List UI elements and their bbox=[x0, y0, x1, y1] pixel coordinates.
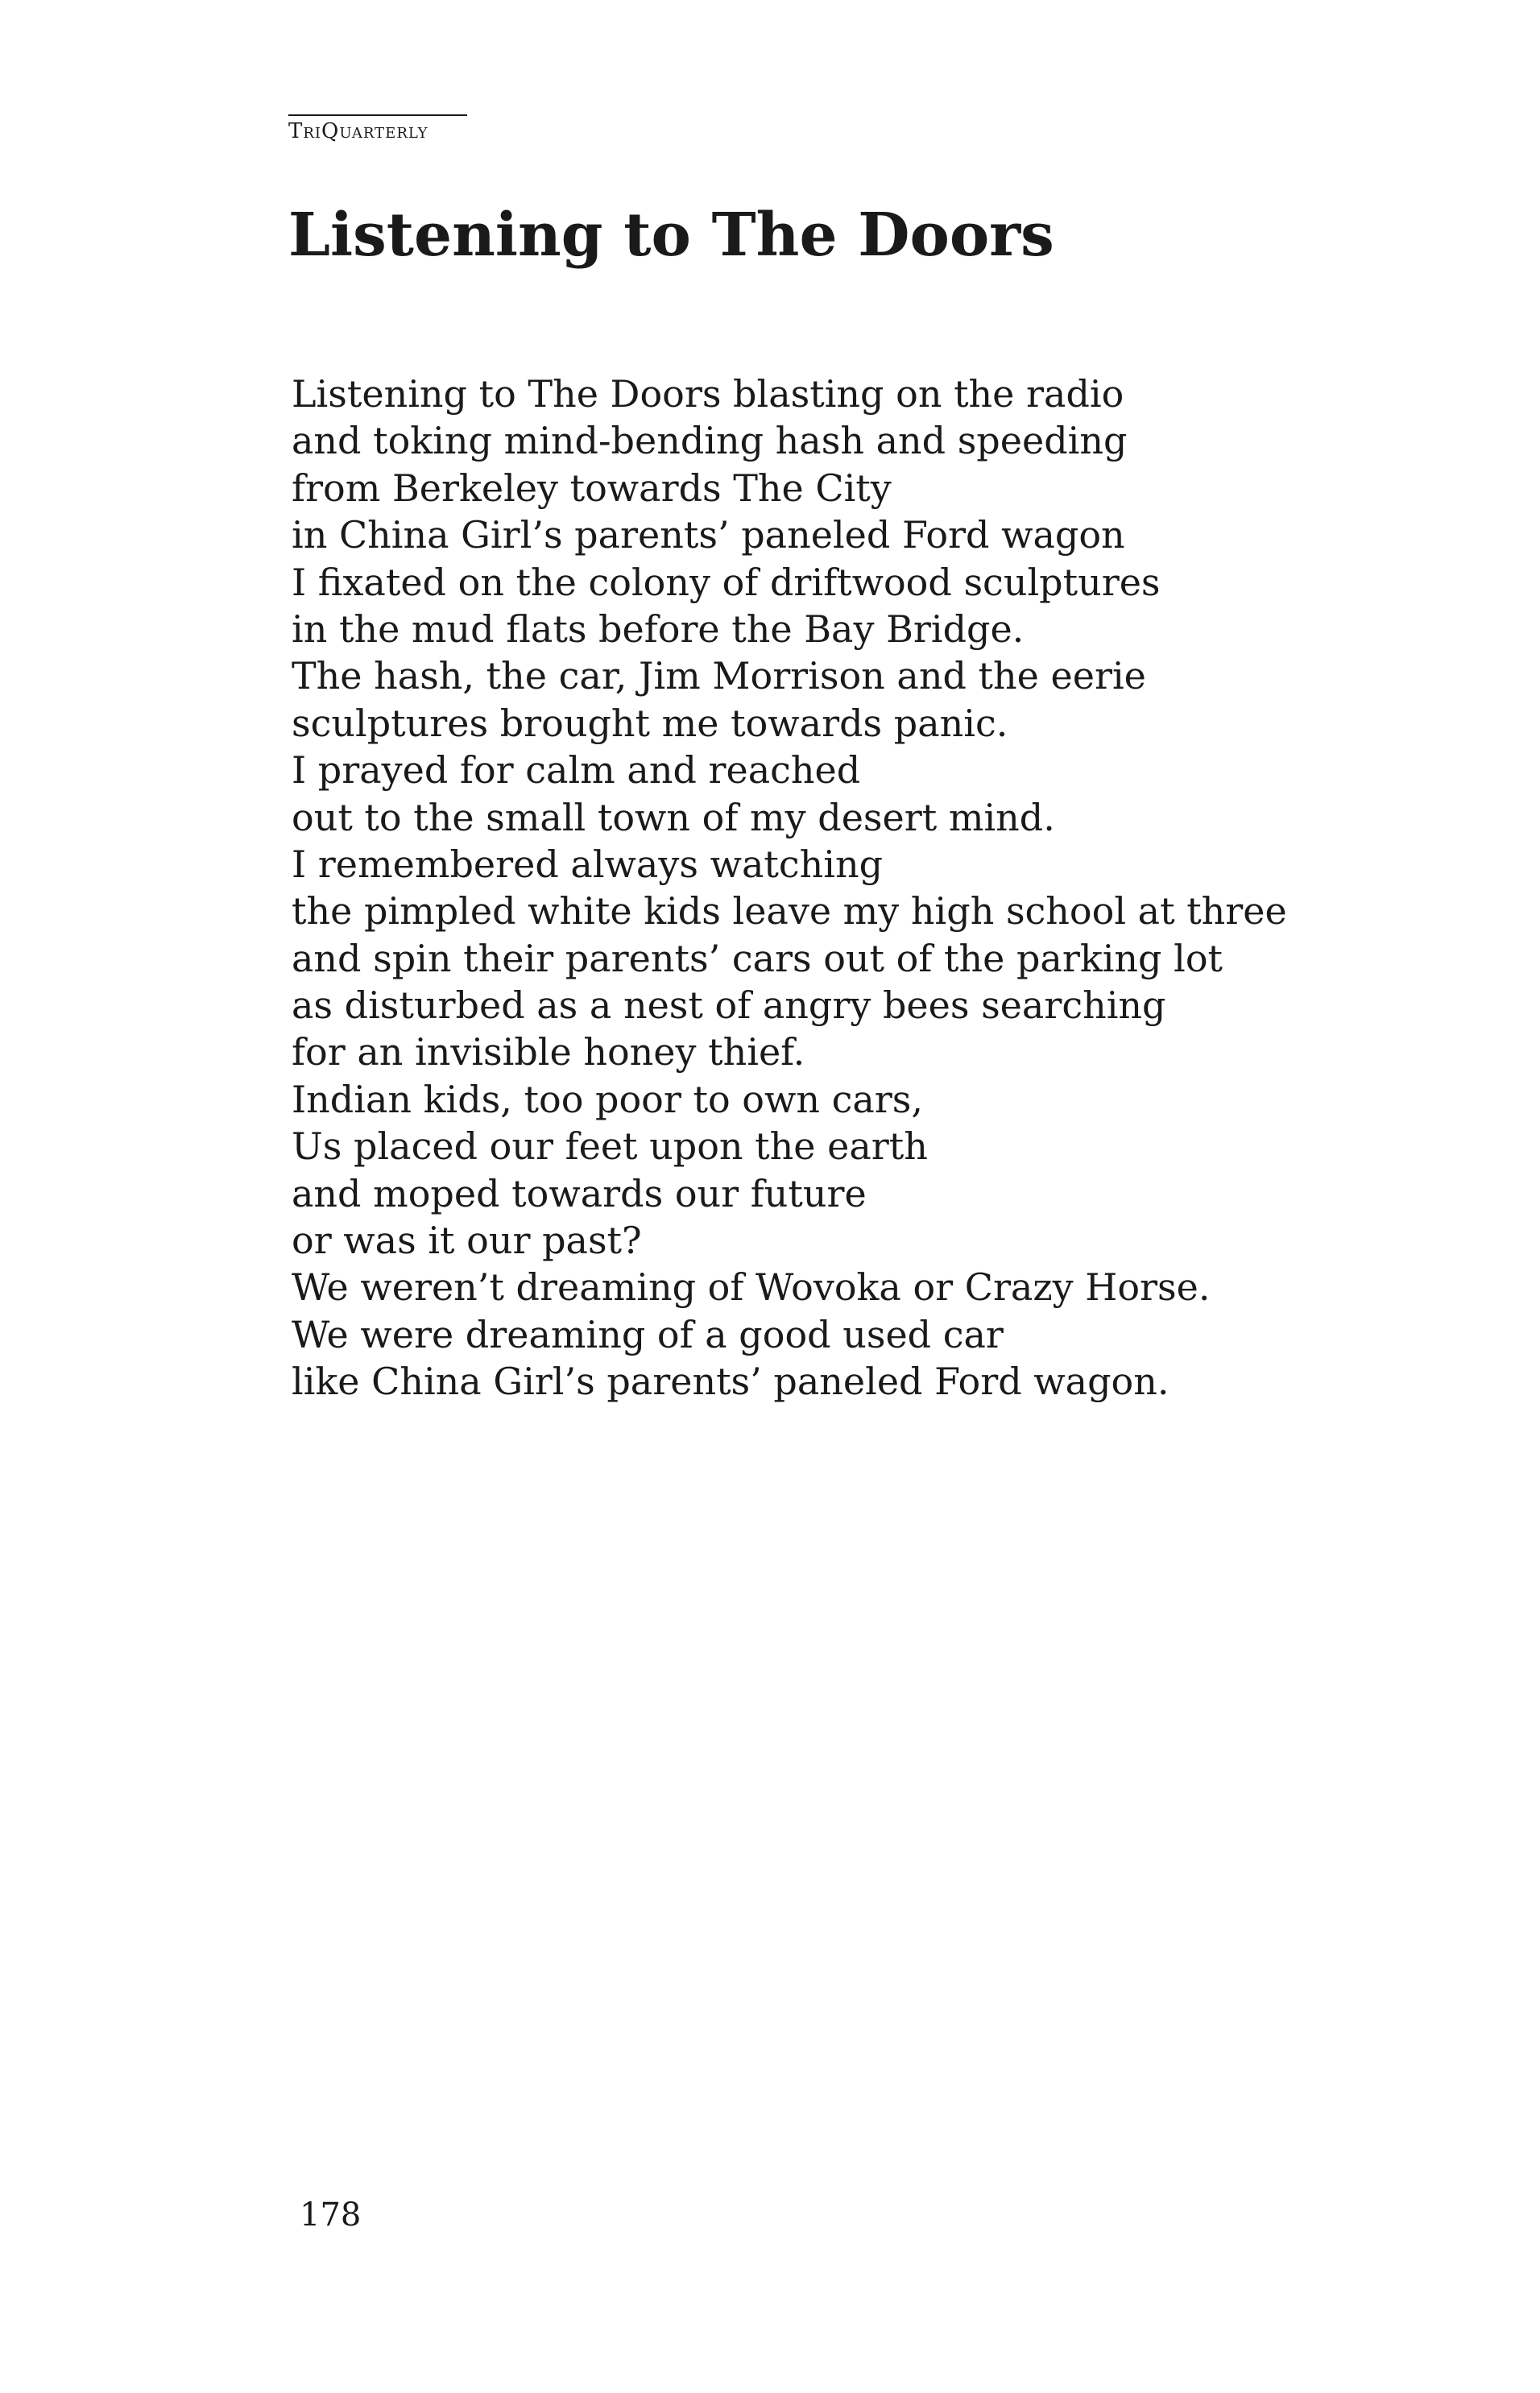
poem-line: as disturbed as a nest of angry bees searching bbox=[292, 983, 1166, 1028]
poem-title: Listening to The Doors bbox=[288, 201, 1054, 270]
poem-line: in China Girl’s parents’ paneled Ford wagon bbox=[292, 513, 1125, 557]
poem-line: I prayed for calm and reached bbox=[292, 748, 861, 793]
poem-line: the pimpled white kids leave my high school at three bbox=[292, 889, 1287, 934]
poem-line: I fixated on the colony of driftwood sculptures bbox=[292, 560, 1161, 604]
poem-line: and spin their parents’ cars out of the parking lot bbox=[292, 936, 1223, 980]
poem-line: Indian kids, too poor to own cars, bbox=[292, 1077, 923, 1121]
poem-line: The hash, the car, Jim Morrison and the eerie bbox=[292, 654, 1146, 698]
poem-line: and toking mind-bending hash and speeding bbox=[292, 419, 1128, 463]
poem-line: for an invisible honey thief. bbox=[292, 1030, 805, 1074]
poem-line: and moped towards our future bbox=[292, 1171, 867, 1215]
page-number: 178 bbox=[300, 2196, 362, 2234]
poem-line: I remembered always watching bbox=[292, 842, 884, 886]
poem-line: Us placed our feet upon the earth bbox=[292, 1124, 928, 1169]
poem-body bbox=[292, 371, 1287, 1406]
poem-line: sculptures brought me towards panic. bbox=[292, 701, 1008, 745]
running-head-text: TriQuarterly bbox=[288, 119, 428, 143]
running-head-rule bbox=[288, 114, 467, 116]
poem-line: We were dreaming of a good used car bbox=[292, 1312, 1004, 1356]
poem-line: or was it our past? bbox=[292, 1219, 642, 1263]
poem-line: from Berkeley towards The City bbox=[292, 466, 892, 510]
poem-line: Listening to The Doors blasting on the radio bbox=[292, 372, 1124, 416]
poem-line: in the mud flats before the Bay Bridge. bbox=[292, 607, 1025, 651]
poem-line: We weren’t dreaming of Wovoka or Crazy Horse. bbox=[292, 1265, 1211, 1310]
running-head bbox=[288, 121, 428, 142]
poem-line: out to the small town of my desert mind. bbox=[292, 795, 1055, 839]
poem-line: like China Girl’s parents’ paneled Ford wagon. bbox=[292, 1360, 1169, 1404]
